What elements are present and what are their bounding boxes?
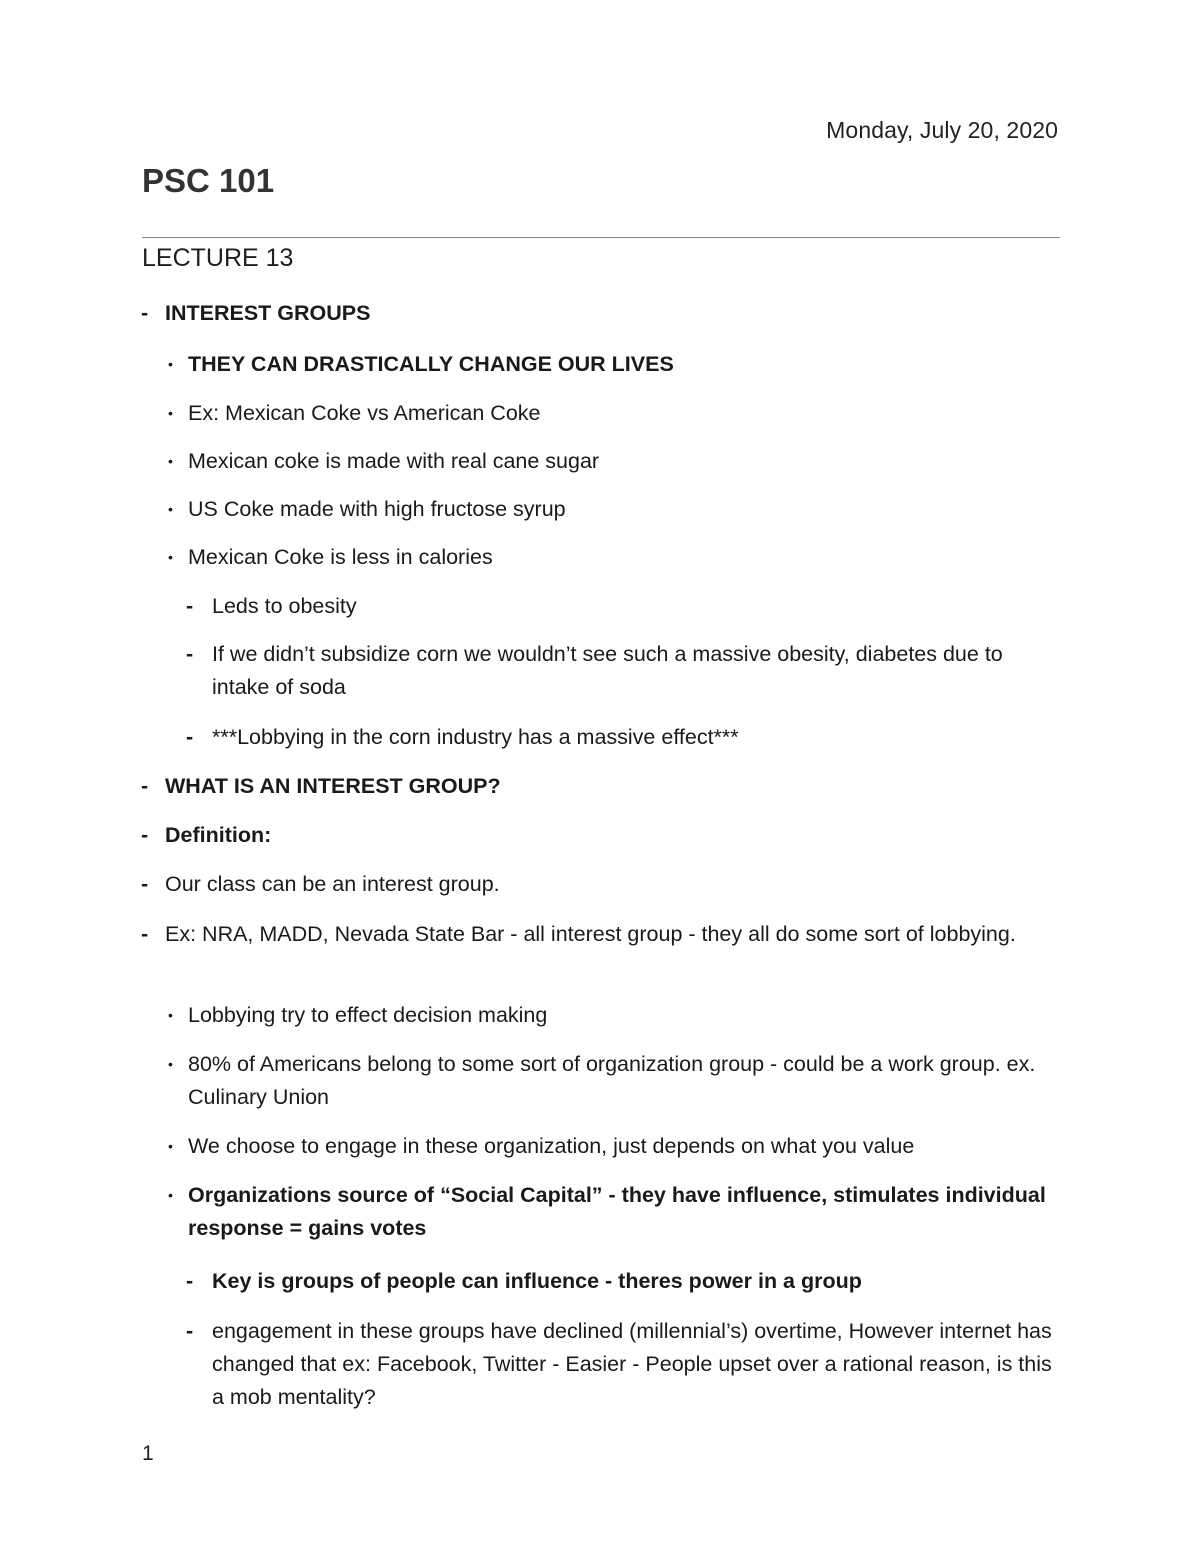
bullet-dot: • <box>168 501 173 517</box>
bullet-dot: • <box>168 1007 173 1023</box>
bullet-dash: - <box>186 1269 194 1293</box>
bullet-dash: - <box>186 642 194 666</box>
title-divider <box>142 237 1060 238</box>
list-item-text: Key is groups of people can influence - theres power in a group <box>212 1269 862 1293</box>
bullet-dash: - <box>186 725 194 749</box>
list-item <box>168 1179 1048 1245</box>
bullet-dash: - <box>141 872 149 896</box>
list-item <box>141 770 1045 803</box>
list-item <box>186 1315 1052 1414</box>
list-item-text: US Coke made with high fructose syrup <box>188 497 566 521</box>
document-date: Monday, July 20, 2020 <box>826 117 1058 143</box>
list-item-text: INTEREST GROUPS <box>165 301 371 325</box>
lecture-heading: LECTURE 13 <box>142 244 294 272</box>
list-item-text: Our class can be an interest group. <box>165 872 500 896</box>
bullet-dot: • <box>168 1138 173 1154</box>
list-item-text: Definition: <box>165 823 272 847</box>
list-item-text: engagement in these groups have declined (millennial’s) overtime, However internet has changed that ex: Facebook, Twitter - Easier - People upset over a rational reason, is this a mob mentality? <box>212 1319 1052 1409</box>
list-item <box>186 1265 1052 1298</box>
list-item <box>168 541 1048 574</box>
list-item <box>141 868 1045 901</box>
list-item <box>186 590 1052 623</box>
bullet-dot: • <box>168 1187 173 1203</box>
list-item <box>141 297 1045 330</box>
list-item-text: 80% of Americans belong to some sort of organization group - could be a work group. ex. Culinary Union <box>188 1052 1036 1109</box>
list-item <box>168 1048 1048 1114</box>
bullet-dash: - <box>186 594 194 618</box>
bullet-dash: - <box>141 922 149 946</box>
list-item-text: Organizations source of “Social Capital” - they have influence, stimulates individual response = gains votes <box>188 1183 1046 1240</box>
list-item <box>168 1130 1048 1163</box>
bullet-dot: • <box>168 405 173 421</box>
bullet-dot: • <box>168 453 173 469</box>
list-item-text: ***Lobbying in the corn industry has a massive effect*** <box>212 725 739 749</box>
bullet-dot: • <box>168 356 173 372</box>
list-item <box>168 999 1048 1032</box>
page-number: 1 <box>142 1442 154 1465</box>
list-item-text: We choose to engage in these organization, just depends on what you value <box>188 1134 915 1158</box>
bullet-dash: - <box>141 301 149 325</box>
list-item-text: If we didn’t subsidize corn we wouldn’t see such a massive obesity, diabetes due to intake of soda <box>212 642 1003 699</box>
list-item-text: THEY CAN DRASTICALLY CHANGE OUR LIVES <box>188 352 674 376</box>
list-item <box>141 819 1045 852</box>
list-item-text: Ex: Mexican Coke vs American Coke <box>188 401 541 425</box>
list-item-text: Leds to obesity <box>212 594 357 618</box>
list-item <box>168 493 1048 526</box>
bullet-dash: - <box>141 774 149 798</box>
list-item <box>141 918 1045 951</box>
document-title: PSC 101 <box>142 162 275 199</box>
list-item <box>186 638 1052 704</box>
list-item-text: Ex: NRA, MADD, Nevada State Bar - all interest group - they all do some sort of lobbying. <box>165 922 1016 946</box>
list-item-text: Mexican Coke is less in calories <box>188 545 493 569</box>
list-item <box>168 397 1048 430</box>
bullet-dash: - <box>141 823 149 847</box>
list-item-text: Lobbying try to effect decision making <box>188 1003 548 1027</box>
list-item <box>168 348 1048 381</box>
list-item-text: WHAT IS AN INTEREST GROUP? <box>165 774 501 798</box>
bullet-dot: • <box>168 1056 173 1072</box>
bullet-dot: • <box>168 549 173 565</box>
list-item-text: Mexican coke is made with real cane sugar <box>188 449 600 473</box>
bullet-dash: - <box>186 1319 194 1343</box>
list-item <box>168 445 1048 478</box>
list-item <box>186 721 1052 754</box>
